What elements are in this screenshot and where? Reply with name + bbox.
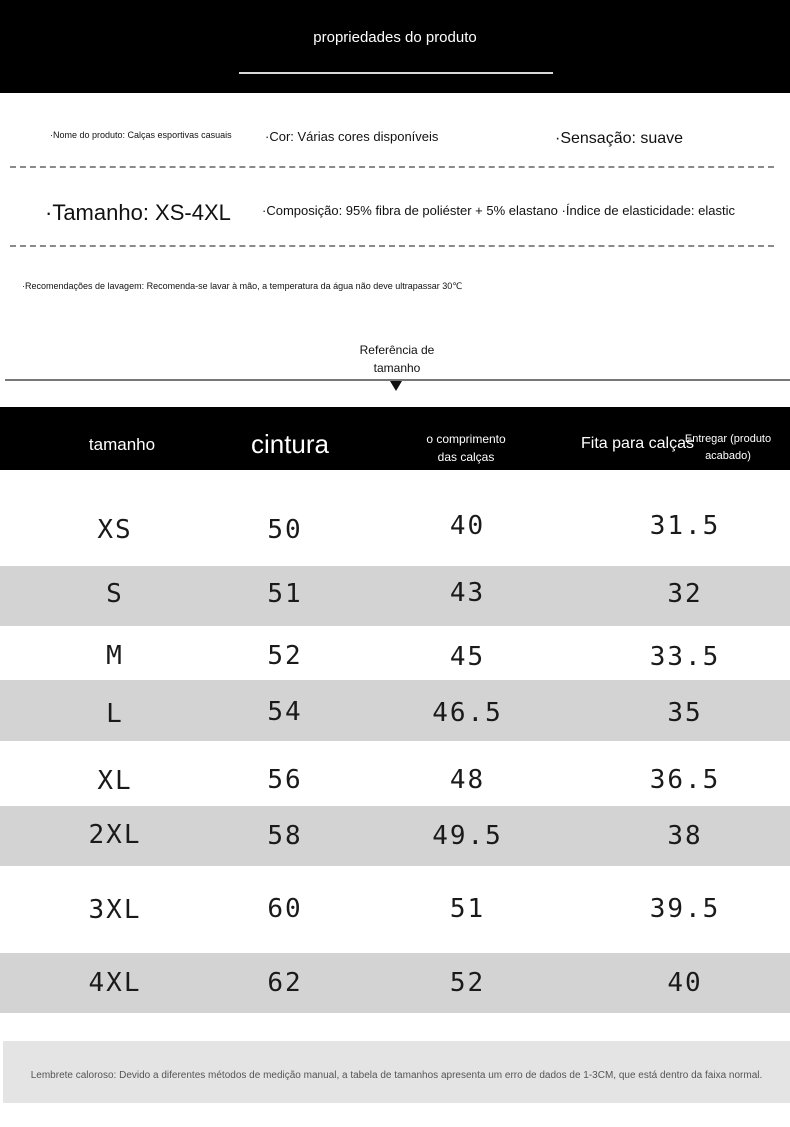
page-title: propriedades do produto: [313, 29, 477, 46]
cell-tape: 38: [667, 821, 703, 851]
col-header-tape: Fita para calças: [581, 435, 694, 452]
col-header-size: tamanho: [88, 435, 156, 454]
table-row: [0, 741, 790, 806]
cell-size: XS: [97, 515, 133, 545]
table-row: [0, 680, 790, 741]
reminder-text: Lembrete caloroso: Devido a diferentes métodos de medição manual, a tabela de tamanhos apresenta um erro de dados de 1-3CM, que está dentro da faixa normal.: [30, 1070, 763, 1081]
cell-tape: 33.5: [649, 642, 721, 672]
table-row: [0, 626, 790, 680]
size-reference-line1: Referência de: [359, 343, 435, 357]
table-row: [0, 953, 790, 1013]
cell-tape: 35: [667, 698, 703, 728]
cell-waist: 51: [267, 579, 303, 609]
product-feel: ·Sensação: suave: [555, 130, 684, 147]
cell-length: 40: [449, 511, 486, 541]
down-arrow-icon: [390, 381, 402, 391]
product-color: ·Cor: Várias cores disponíveis: [265, 129, 439, 144]
table-row: [0, 566, 790, 626]
col-header-waist: cintura: [250, 429, 330, 459]
size-reference-line2: tamanho: [373, 361, 421, 375]
cell-tape: 36.5: [649, 765, 721, 795]
cell-waist: 54: [267, 697, 303, 727]
cell-size: 4XL: [88, 968, 142, 998]
cell-waist: 56: [267, 765, 303, 795]
cell-tape: 39.5: [649, 894, 721, 924]
cell-waist: 58: [267, 821, 303, 851]
size-reference-label: [340, 341, 454, 377]
table-row: [0, 470, 790, 566]
cell-size: L: [106, 699, 124, 729]
cell-length: 49.5: [432, 821, 503, 851]
cell-waist: 60: [267, 894, 303, 924]
cell-length: 48: [449, 765, 486, 795]
cell-length: 45: [449, 642, 486, 672]
cell-size: XL: [97, 766, 133, 796]
table-row: [0, 866, 790, 953]
cell-length: 51: [449, 894, 486, 924]
col-header-delivery-line1: Entregar (produto: [684, 433, 772, 445]
table-row: [0, 806, 790, 866]
col-header-length: [396, 430, 536, 466]
col-header-length-line2: das calças: [437, 450, 495, 464]
cell-length: 52: [449, 968, 486, 998]
col-header-delivery: [683, 431, 773, 465]
cell-size: M: [106, 641, 124, 671]
cell-length: 43: [449, 578, 486, 608]
cell-length: 46.5: [432, 698, 503, 728]
cell-waist: 52: [267, 641, 303, 671]
title-underline: [239, 72, 553, 74]
dashed-divider: [10, 166, 774, 168]
dashed-divider: [10, 245, 774, 247]
product-composition: ·Composição: 95% fibra de poliéster + 5% elastano ·Índice de elasticidade: elastic: [262, 203, 735, 218]
cell-size: 2XL: [88, 820, 142, 850]
col-header-delivery-line2: acabado): [705, 450, 751, 462]
cell-size: 3XL: [88, 895, 142, 925]
cell-tape: 31.5: [649, 511, 721, 541]
size-table-header: [0, 407, 790, 470]
cell-size: S: [106, 579, 124, 609]
cell-waist: 50: [267, 515, 303, 545]
washing-recommendation: ·Recomendações de lavagem: Recomenda-se lavar à mão, a temperatura da água não deve ultrapassar 30℃: [22, 281, 463, 291]
product-name: ·Nome do produto: Calças esportivas casuais: [50, 130, 232, 140]
cell-tape: 32: [667, 579, 703, 609]
col-header-length-line1: o comprimento: [426, 432, 506, 446]
reminder-box: [3, 1041, 790, 1103]
cell-waist: 62: [267, 968, 303, 998]
cell-tape: 40: [667, 968, 703, 998]
product-size-range: ·Tamanho: XS-4XL: [45, 200, 231, 225]
header-band: [0, 0, 790, 93]
